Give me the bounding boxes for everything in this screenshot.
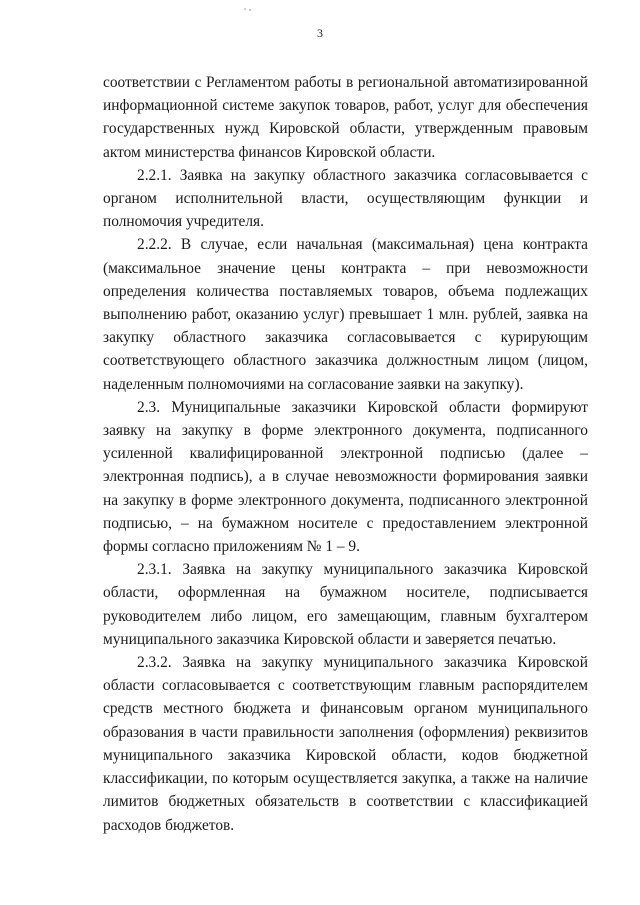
scan-speck <box>244 8 246 10</box>
paragraph-2-3-1: 2.3.1. Заявка на закупку муниципального заказчика Кировской области, оформленная на бумажном носителе, подписывается руководителем либо лицом, его замещающим, главным бухгалтером муниципального заказчика Кировской области и заверяется печатью. <box>103 561 588 648</box>
paragraph-2-3: 2.3. Муниципальные заказчики Кировской области формируют заявку на закупку в форме электронного документа, подписанного усиленной квалифицированной электронной подписью (далее – электронная подпись), а в случае невозможности формирования заявки на закупку в форме электронного документа, подписанного электронной подписью, – на бумажном носителе с предоставлением электронной формы согласно приложениям № 1 – 9. <box>103 398 588 556</box>
paragraph-2-2-2: 2.2.2. В случае, если начальная (максимальная) цена контракта (максимальное значение цены контракта – при невозможности определения количества поставляемых товаров, объема подлежащих выполнению работ, оказанию услуг) превышает 1 млн. рублей, заявка на закупку областного заказчика согласовывается с курирующим соответствующего областного заказчика должностным лицом (лицом, наделенным полномочиями на согласование заявки на закупку). <box>103 236 588 393</box>
page-number: 3 <box>317 26 323 40</box>
paragraph-2-2-1: 2.2.1. Заявка на закупку областного заказчика согласовывается с органом исполнительной власти, осуществляющим функции и полномочия учредителя. <box>103 166 588 231</box>
scan-speck <box>249 9 251 11</box>
paragraph-continuation: соответствии с Регламентом работы в региональной автоматизированной информационной системе закупок товаров, работ, услуг для обеспечения государственных нужд Кировской области, утвержденным правовым актом министерства финансов Кировской области. <box>103 74 588 161</box>
document-body <box>103 71 588 837</box>
paragraph-2-3-2: 2.3.2. Заявка на закупку муниципального заказчика Кировской области согласовывается с соответствующим главным распорядителем средств местного бюджета и финансовым органом муниципального образования в части правильности заполнения (оформления) реквизитов муниципального заказчика Кировской области, кодов бюджетной классификации, по которым осуществляется закупка, а также на наличие лимитов бюджетных обязательств в соответствии с классификацией расходов бюджетов. <box>103 654 588 834</box>
